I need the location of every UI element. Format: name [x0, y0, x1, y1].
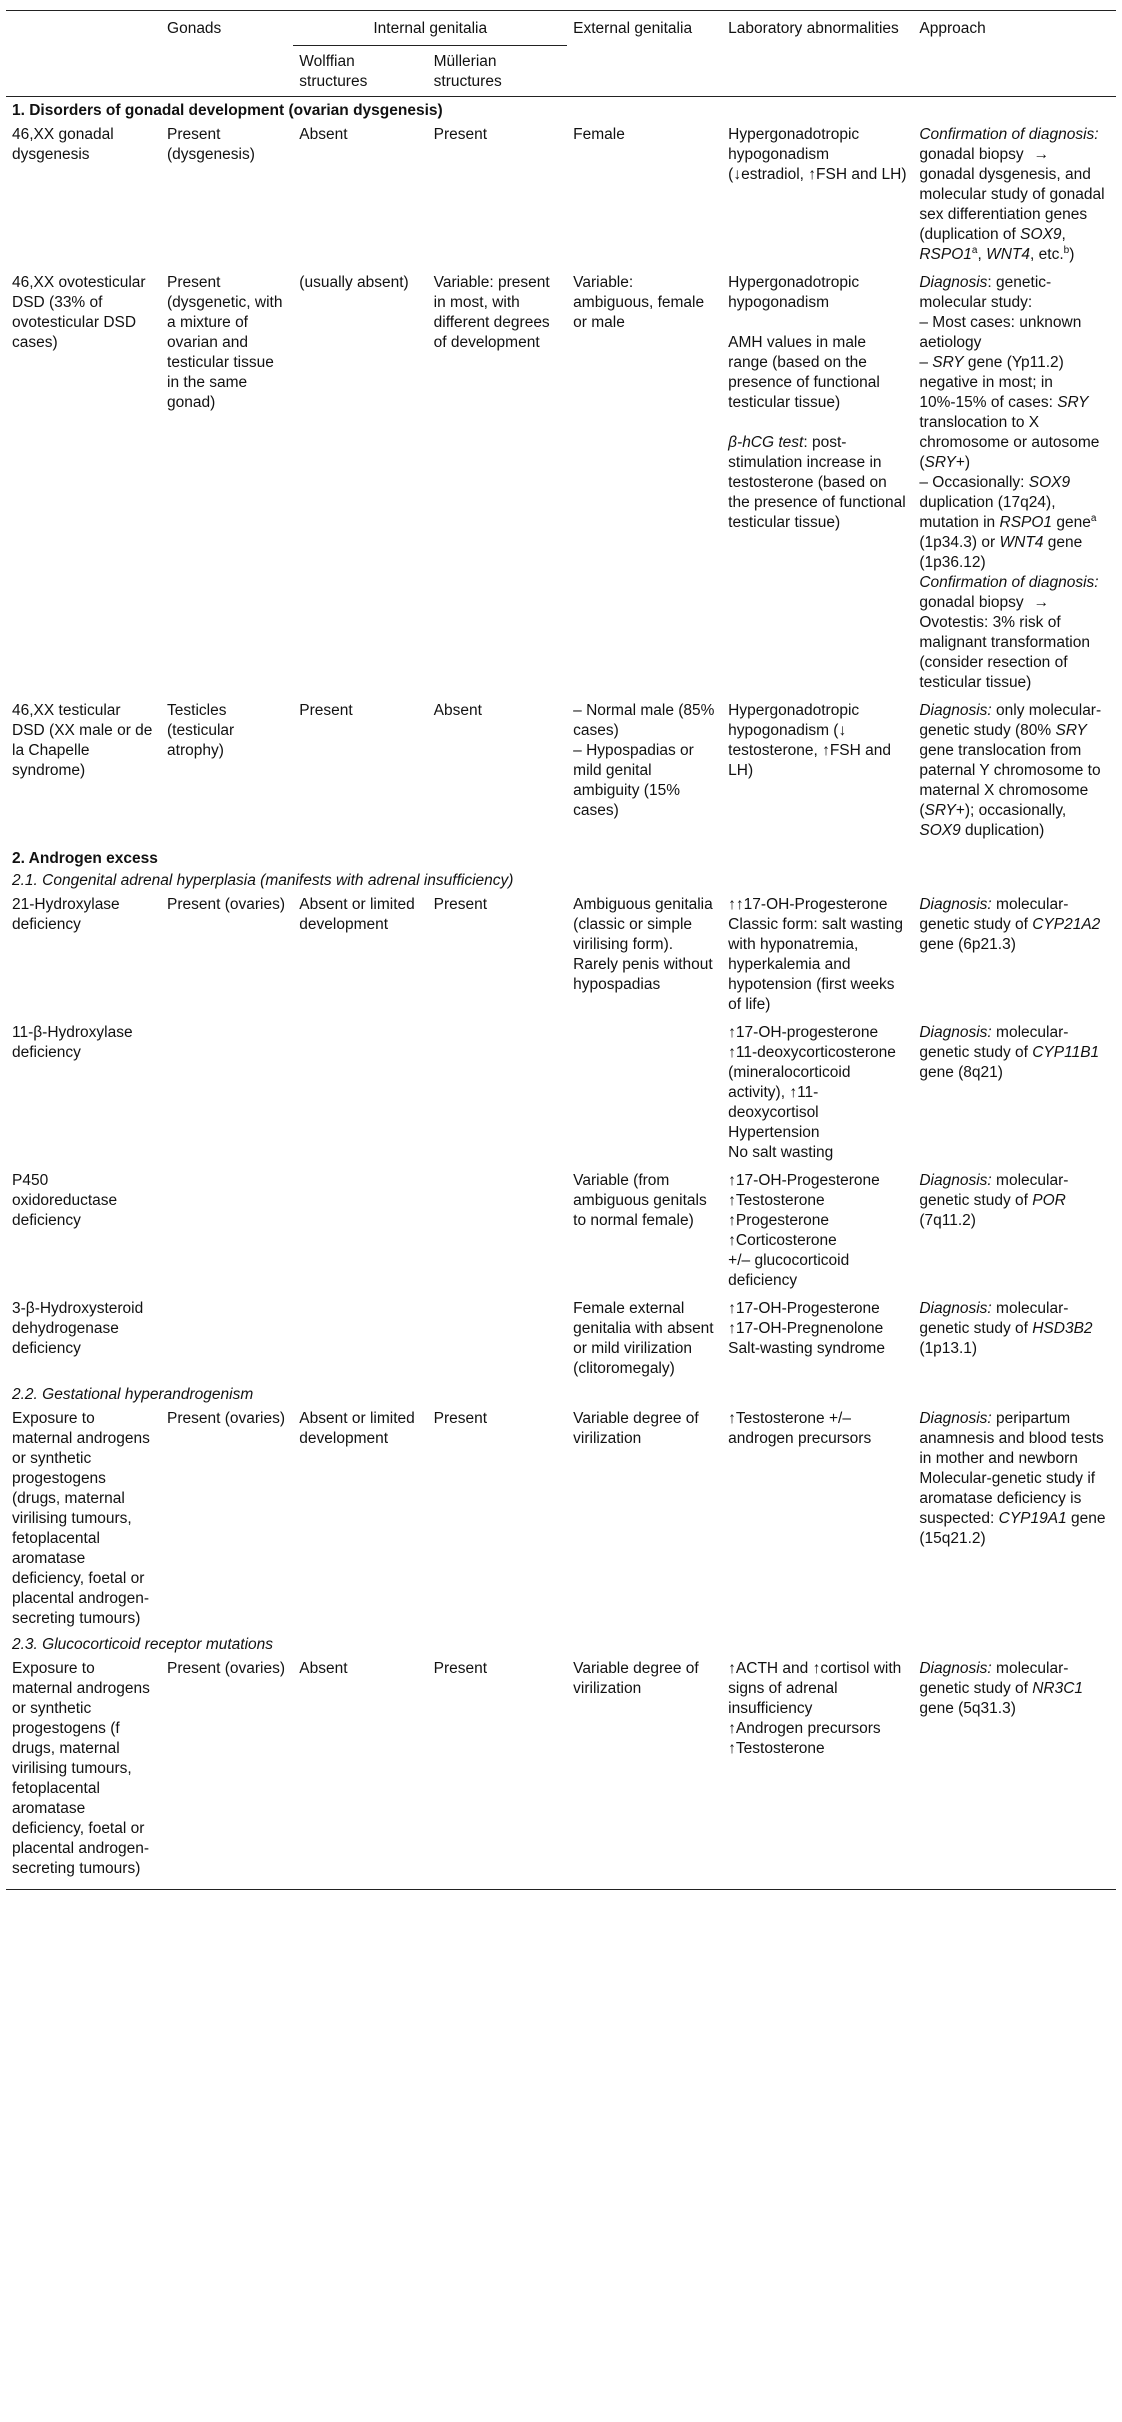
section-2-title: 2. Androgen excess [12, 850, 158, 867]
mullerian-cell: Variable: present in most, with different degrees of development [433, 274, 550, 351]
wolffian-cell: Absent or limited development [299, 896, 415, 933]
approach-cell: Diagnosis: molecular-genetic study of NR3C1 gene (5q31.3) [913, 1655, 1116, 1890]
gonads-cell: Present (ovaries) [167, 896, 286, 913]
header-approach: Approach [913, 11, 1116, 97]
approach-cell: Diagnosis: molecular-genetic study of CYP11B1 gene (8q21) [919, 1024, 1100, 1081]
table-row [6, 1405, 1116, 1633]
condition-name: P450 oxidoreductase deficiency [12, 1172, 118, 1229]
header-row [6, 11, 1116, 46]
condition-name: 21-Hydroxylase deficiency [12, 896, 120, 933]
external-cell: Variable (from ambiguous genitals to normal female) [573, 1172, 707, 1229]
condition-name: 46,XX ovotesticular DSD (33% of ovotesticular DSD cases) [12, 274, 146, 351]
external-cell [567, 1019, 722, 1167]
arrow-right-icon: → [1033, 146, 1050, 163]
header-internal-genitalia: Internal genitalia [293, 11, 567, 46]
subsection-heading [6, 1383, 1116, 1405]
section-2-3-title: 2.3. Glucocorticoid receptor mutations [12, 1636, 274, 1653]
lab-cell: ↑↑17-OH-Progesterone Classic form: salt wasting with hyponatremia, hyperkalemia and hypotension (first weeks of life) [728, 896, 904, 1013]
section-1-title: 1. Disorders of gonadal development (ovarian dysgenesis) [12, 102, 443, 119]
gonads-cell [161, 1019, 293, 1167]
wolffian-cell: (usually absent) [299, 274, 409, 291]
section-heading [6, 845, 1116, 869]
table-row [6, 1655, 1116, 1890]
external-cell: Variable degree of virilization [573, 1410, 699, 1447]
mullerian-cell [428, 1295, 568, 1383]
approach-cell: Diagnosis: molecular-genetic study of HSD3B2 (1p13.1) [919, 1300, 1093, 1357]
table-row [6, 1019, 1116, 1167]
wolffian-cell [293, 1167, 427, 1295]
dsd-table [6, 10, 1116, 1890]
mullerian-cell [428, 1167, 568, 1295]
approach-cell: Diagnosis: genetic-molecular study: – Most cases: unknown aetiology – SRY gene (Yp11.2) negative in most; in 10%-15% of cases: SRY translocation to X chromosome or autosome (SRY+) – Occasionally: SOX9 duplication (17q24), mutation in RSPO1 gene$^a$ (1p34.3) or WNT4 gene (1p36.12) Confirmation of diagnosis: gonadal biopsy →Ovotestis: 3% risk of malignant transformation (consider resection of testicular tissue) [919, 274, 1100, 691]
lab-cell: ↑17-OH-Progesterone ↑17-OH-Pregnenolone Salt-wasting syndrome [728, 1300, 885, 1357]
header-gonads: Gonads [161, 11, 293, 97]
header-blank [6, 11, 161, 97]
lab-cell: Hypergonadotropic hypogonadism AMH values in male range (based on the presence of functional testicular tissue) β-hCG test: post-stimulation increase in testosterone (based on the presence of functional testicular tissue) [728, 274, 906, 531]
approach-cell: Diagnosis: molecular-genetic study of CYP21A2 gene (6p21.3) [919, 896, 1101, 953]
mullerian-cell: Present [433, 126, 488, 143]
approach-cell: Diagnosis: peripartum anamnesis and blood tests in mother and newborn Molecular-genetic study if aromatase deficiency is suspected: CYP19A1 gene (15q21.2) [919, 1410, 1106, 1547]
condition-name: 46,XX gonadal dysgenesis [12, 126, 114, 163]
approach-cell: Diagnosis: only molecular-genetic study (80% SRY gene translocation from paternal Y chromosome to maternal X chromosome (SRY+); occasionally, SOX9 duplication) [919, 702, 1102, 839]
lab-cell: ↑17-OH-progesterone ↑11-deoxycorticosterone (mineralocorticoid activity), ↑11-deoxycortisol Hypertension No salt wasting [728, 1024, 896, 1161]
section-2-2-title: 2.2. Gestational hyperandrogenism [12, 1386, 254, 1403]
gonads-cell: Present (ovaries) [161, 1655, 293, 1890]
subsection-heading [6, 869, 1116, 891]
condition-name: Exposure to maternal androgens or synthetic progestogens (f drugs, maternal virilising tumours, fetoplacental aromatase deficiency, foetal or placental androgen-secreting tumours) [6, 1655, 161, 1890]
external-cell: Female [573, 126, 625, 143]
gonads-cell: Present (dysgenetic, with a mixture of ovarian and testicular tissue in the same gonad) [167, 274, 283, 411]
arrow-right-icon: → [1033, 594, 1050, 611]
table-row [6, 269, 1116, 697]
table-row [6, 891, 1116, 1019]
external-cell: Female external genitalia with absent or mild virilization (clitoromegaly) [573, 1300, 714, 1377]
approach-cell: Diagnosis: molecular-genetic study of POR (7q11.2) [919, 1172, 1069, 1229]
gonads-cell [161, 1295, 293, 1383]
table-row [6, 697, 1116, 845]
wolffian-cell: Present [299, 702, 353, 719]
lab-cell: ↑ACTH and ↑cortisol with signs of adrenal insufficiency ↑Androgen precursors ↑Testosterone [722, 1655, 913, 1890]
header-laboratory: Laboratory abnormalities [722, 11, 913, 97]
condition-name: 11-β-Hydroxylase deficiency [12, 1024, 133, 1061]
lab-cell: Hypergonadotropic hypogonadism (↓estradiol, ↑FSH and LH) [728, 126, 907, 183]
table-row [6, 1295, 1116, 1383]
wolffian-cell: Absent [293, 1655, 427, 1890]
wolffian-cell: Absent or limited development [299, 1410, 415, 1447]
header-mullerian: Müllerian structures [428, 46, 568, 97]
gonads-cell [161, 1167, 293, 1295]
mullerian-cell [428, 1019, 568, 1167]
wolffian-cell: Absent [299, 126, 348, 143]
mullerian-cell: Present [433, 1410, 488, 1427]
header-wolffian: Wolffian structures [293, 46, 427, 97]
mullerian-cell: Present [433, 896, 488, 913]
external-cell: Ambiguous genitalia (classic or simple virilising form). Rarely penis without hypospadias [573, 896, 713, 993]
external-cell: Variable degree of virilization [567, 1655, 722, 1890]
condition-name: Exposure to maternal androgens or synthetic progestogens (drugs, maternal virilising tumours, fetoplacental aromatase deficiency, foetal or placental androgen-secreting tumours) [12, 1410, 150, 1627]
mullerian-cell: Present [428, 1655, 568, 1890]
table-row [6, 121, 1116, 269]
lab-cell: ↑17-OH-Progesterone ↑Testosterone ↑Progesterone ↑Corticosterone +/– glucocorticoid deficiency [728, 1172, 880, 1289]
gonads-cell: Testicles (testicular atrophy) [167, 702, 235, 759]
lab-cell: Hypergonadotropic hypogonadism (↓ testosterone, ↑FSH and LH) [728, 702, 892, 779]
gonads-cell: Present (ovaries) [167, 1410, 286, 1427]
table-row [6, 1167, 1116, 1295]
wolffian-cell [293, 1295, 427, 1383]
wolffian-cell [293, 1019, 427, 1167]
subsection-heading [6, 1633, 1116, 1655]
external-cell: Variable: ambiguous, female or male [573, 274, 705, 331]
approach-cell: Confirmation of diagnosis: gonadal biopsy →gonadal dysgenesis, and molecular study of gonadal sex differentiation genes (duplication of SOX9, RSPO1$^a$, WNT4, etc.$^b$) [919, 126, 1105, 263]
section-heading [6, 97, 1116, 122]
condition-name: 3-β-Hydroxysteroid dehydrogenase deficiency [12, 1300, 144, 1357]
section-2-1-title: 2.1. Congenital adrenal hyperplasia (manifests with adrenal insufficiency) [12, 872, 514, 889]
external-cell: – Normal male (85% cases) – Hypospadias or mild genital ambiguity (15% cases) [573, 702, 715, 819]
mullerian-cell: Absent [433, 702, 482, 719]
lab-cell: ↑Testosterone +/– androgen precursors [728, 1410, 872, 1447]
header-external-genitalia: External genitalia [567, 11, 722, 97]
gonads-cell: Present (dysgenesis) [167, 126, 255, 163]
condition-name: 46,XX testicular DSD (XX male or de la Chapelle syndrome) [12, 702, 153, 779]
